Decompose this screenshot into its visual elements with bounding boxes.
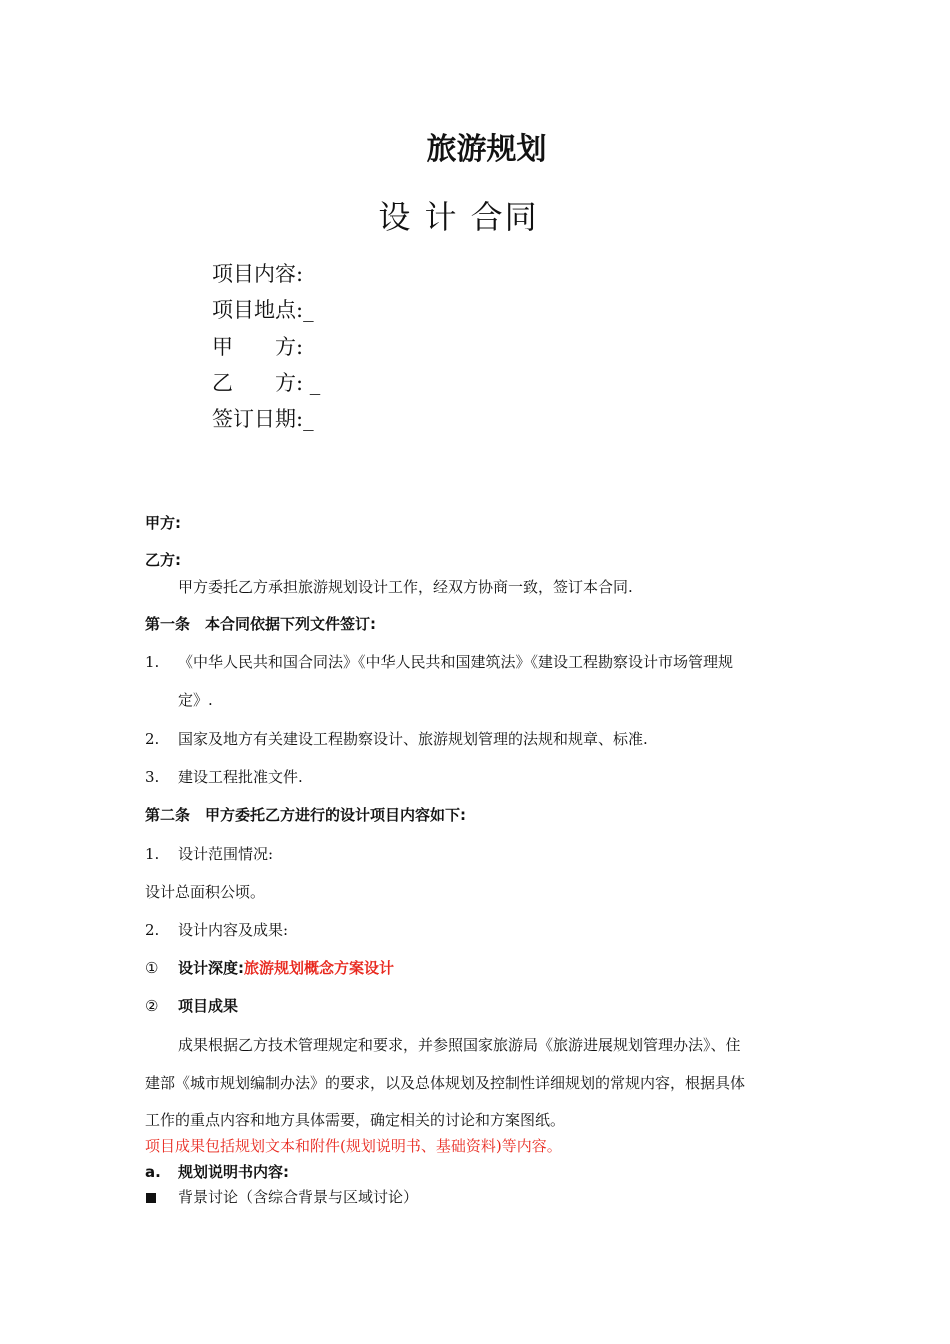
design-depth-line — [178, 958, 394, 978]
document-subtitle: 设 计 合同 — [378, 198, 539, 236]
list-item-text: 《中华人民共和国合同法》《中华人民共和国建筑法》《建设工程勘察设计市场管理规 — [178, 653, 734, 671]
intro-paragraph: 甲方委托乙方承担旅游规划设计工作，经双方协商一致，签订本合同. — [178, 578, 633, 596]
circled-marker-1: ① — [145, 959, 159, 977]
list-number: 1. — [145, 845, 160, 863]
article-1-heading: 第一条 本合同依据下列文件签订: — [145, 615, 377, 633]
sub-item-heading: 规划说明书内容: — [178, 1163, 289, 1181]
list-item-text: 设计范围情况: — [178, 845, 274, 863]
list-item-text: 建设工程批准文件. — [178, 768, 303, 786]
document-title: 旅游规划 — [426, 132, 547, 167]
results-paragraph-line: 工作的重点内容和地方具体需要，确定相关的讨论和方案图纸。 — [145, 1111, 566, 1129]
design-depth-label: 设计深度: — [178, 959, 244, 977]
list-item-text-continued: 定》. — [178, 691, 213, 709]
article-2-heading: 第二条 甲方委托乙方进行的设计项目内容如下: — [145, 806, 467, 824]
field-project-content: 项目内容: — [212, 262, 304, 286]
sub-item-marker: a. — [145, 1163, 161, 1181]
design-depth-value: 旅游规划概念方案设计 — [244, 959, 395, 977]
field-party-b: 乙 方: _ — [212, 371, 321, 395]
field-sign-date: 签订日期:_ — [212, 407, 314, 431]
list-number: 1. — [145, 653, 160, 671]
bullet-item-text: 背景讨论（含综合背景与区域讨论） — [178, 1188, 419, 1206]
list-number: 3. — [145, 768, 160, 786]
results-paragraph-line: 成果根据乙方技术管理规定和要求，并参照国家旅游局《旅游进展规划管理办法》、住 — [178, 1036, 741, 1054]
project-results-label: 项目成果 — [178, 997, 239, 1015]
list-item-text: 国家及地方有关建设工程勘察设计、旅游规划管理的法规和规章、标准. — [178, 730, 648, 748]
results-red-note: 项目成果包括规划文本和附件(规划说明书、基础资料)等内容。 — [145, 1137, 562, 1155]
party-a-label: 甲方: — [145, 514, 181, 532]
results-paragraph-line: 建部《城市规划编制办法》的要求，以及总体规划及控制性详细规划的常规内容，根据具体 — [145, 1074, 746, 1092]
party-b-label: 乙方: — [145, 551, 181, 569]
list-number: 2. — [145, 730, 160, 748]
list-number: 2. — [145, 921, 160, 939]
bullet-square-icon — [146, 1187, 156, 1207]
circled-marker-2: ② — [145, 997, 159, 1015]
field-project-location: 项目地点:_ — [212, 298, 314, 322]
list-item-text: 设计内容及成果: — [178, 921, 289, 939]
total-area-text: 设计总面积公顷。 — [145, 883, 266, 901]
field-party-a: 甲 方: — [212, 335, 304, 359]
